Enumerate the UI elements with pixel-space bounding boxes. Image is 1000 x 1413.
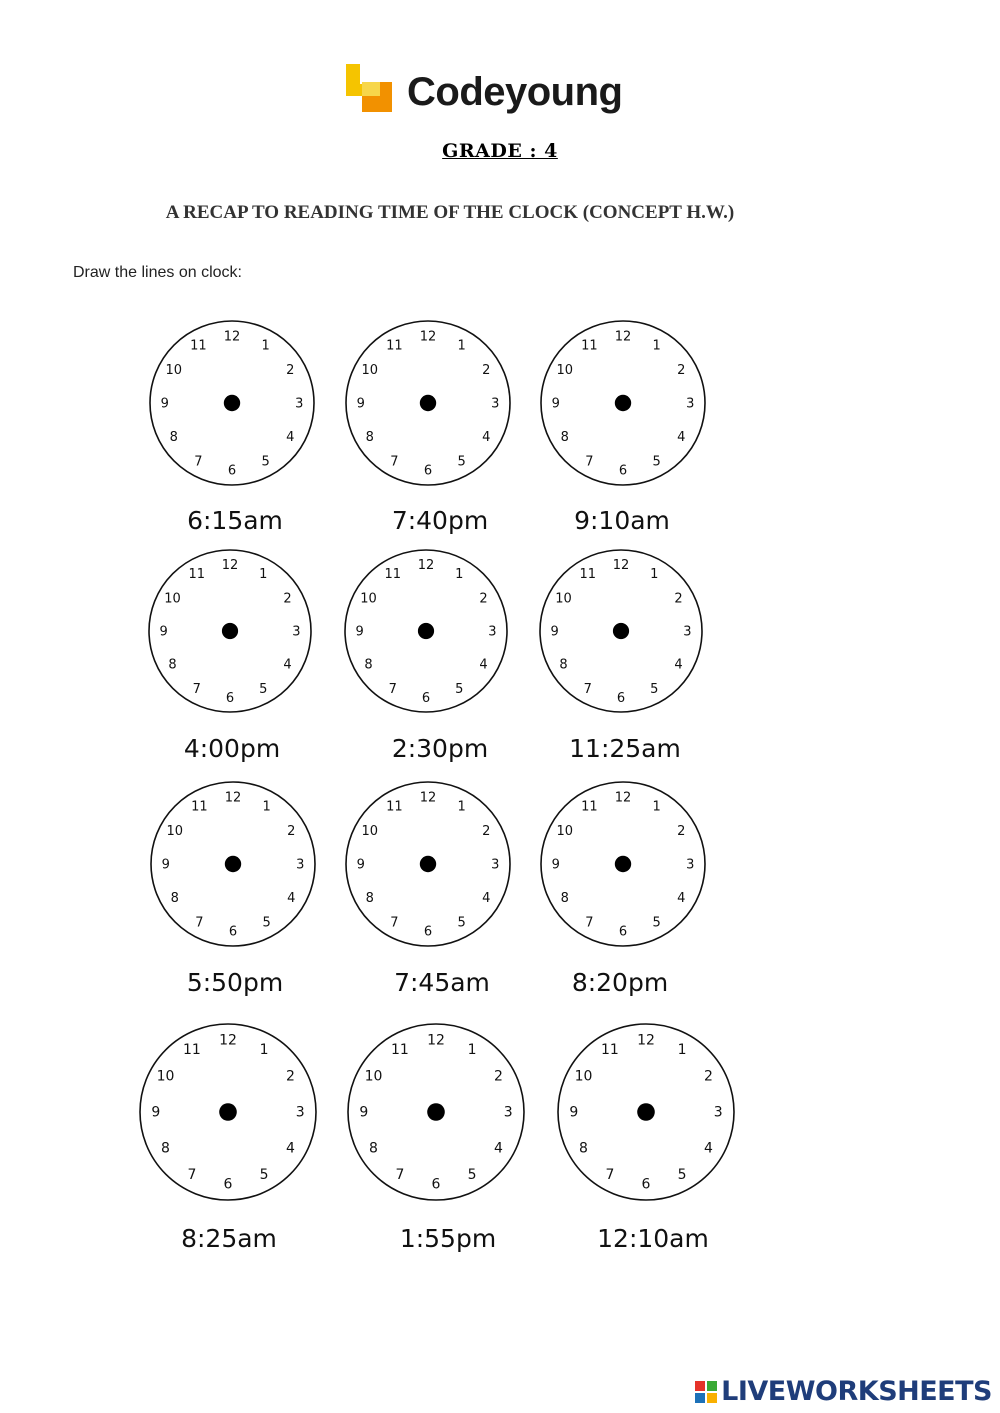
clock-center-dot	[418, 623, 434, 639]
clock-number: 8	[365, 430, 374, 446]
clock-number: 9	[551, 396, 560, 412]
clock-number: 2	[674, 591, 683, 607]
clock-number: 3	[713, 1104, 723, 1121]
clock-number: 12	[419, 329, 437, 345]
liveworksheets-logo-icon	[694, 1380, 718, 1404]
clock-number: 2	[286, 1068, 295, 1085]
clock-number: 4	[677, 891, 686, 907]
clock-number: 8	[170, 891, 179, 907]
clock-number: 5	[259, 1166, 269, 1183]
clock-number: 11	[579, 566, 597, 582]
clock-number: 10	[361, 823, 379, 839]
clock-number: 10	[556, 823, 574, 839]
clock-number: 10	[156, 1068, 175, 1085]
clock-number: 1	[652, 338, 661, 354]
clock-number: 2	[283, 591, 292, 607]
clock-number: 10	[166, 823, 184, 839]
worksheet-title: A RECAP TO READING TIME OF THE CLOCK (CONCEPT H.W.)	[165, 202, 735, 223]
clock-number: 5	[652, 454, 661, 470]
clock-number: 10	[361, 362, 379, 378]
clock-number: 6	[223, 1176, 233, 1193]
clock-center-dot	[615, 856, 631, 872]
clock-number: 9	[161, 857, 170, 873]
clock-face[interactable]	[344, 1020, 528, 1204]
clock-number: 7	[390, 915, 399, 931]
clock-center-dot	[615, 395, 631, 411]
clock-number: 8	[168, 657, 177, 673]
clock-number: 9	[359, 1104, 369, 1121]
clock-number: 9	[355, 624, 364, 640]
clock-time-label: 12:10am	[597, 1224, 709, 1253]
clock-number: 11	[188, 566, 206, 582]
clock-number: 12	[612, 558, 630, 574]
clock-number: 3	[686, 857, 695, 873]
clock-number: 1	[259, 1042, 269, 1059]
clock-number: 7	[585, 454, 594, 470]
clock-number: 5	[457, 915, 466, 931]
clock-number: 10	[164, 591, 181, 607]
clock-number: 3	[686, 396, 695, 412]
clock-number: 2	[482, 362, 491, 378]
liveworksheets-footer	[694, 1376, 992, 1407]
clock-time-label: 1:55pm	[399, 1224, 497, 1253]
clock-number: 1	[259, 566, 268, 582]
clock-number: 11	[581, 338, 598, 354]
clock-number: 11	[190, 338, 207, 354]
clock-time-label: 4:00pm	[183, 734, 281, 763]
clock-number: 7	[585, 915, 594, 931]
clock-number: 9	[569, 1104, 579, 1121]
clock-number: 6	[225, 690, 235, 706]
clock-number: 10	[574, 1068, 593, 1085]
clock-number: 4	[286, 1140, 295, 1157]
clock-number: 2	[287, 823, 296, 839]
clock-number: 9	[356, 857, 365, 873]
clock-number: 3	[488, 624, 497, 640]
clock-number: 5	[259, 682, 268, 698]
clock-number: 1	[457, 338, 466, 354]
clock-number: 12	[219, 1032, 237, 1049]
clock-number: 9	[550, 624, 559, 640]
clock-number: 12	[417, 558, 435, 574]
clock-number: 1	[650, 566, 659, 582]
clock-number: 7	[194, 454, 203, 470]
clock-number: 11	[183, 1042, 201, 1059]
clock-number: 6	[618, 463, 628, 479]
clock-number: 3	[503, 1104, 513, 1121]
clock-number: 2	[677, 823, 686, 839]
clock-face[interactable]	[537, 778, 709, 950]
clock-number: 3	[295, 1104, 305, 1121]
clock-number: 6	[227, 463, 237, 479]
clock-number: 1	[467, 1042, 477, 1059]
clock-face[interactable]	[554, 1020, 738, 1204]
clock-number: 11	[391, 1042, 409, 1059]
clock-number: 4	[704, 1140, 713, 1157]
clock-number: 2	[677, 362, 686, 378]
clock-number: 6	[618, 924, 628, 940]
clock-number: 5	[650, 682, 659, 698]
clock-number: 10	[364, 1068, 383, 1085]
clock-number: 8	[369, 1140, 378, 1157]
clock-number: 5	[677, 1166, 687, 1183]
clock-number: 3	[491, 857, 500, 873]
clock-number: 11	[191, 799, 208, 815]
clock-number: 12	[419, 790, 437, 806]
clock-number: 9	[151, 1104, 161, 1121]
clock-number: 9	[551, 857, 560, 873]
clock-number: 1	[455, 566, 464, 582]
clock-face[interactable]	[536, 546, 706, 716]
clock-number: 5	[261, 454, 270, 470]
clock-number: 12	[224, 790, 242, 806]
clock-number: 4	[674, 657, 683, 673]
clock-center-dot	[225, 856, 241, 872]
clock-time-label: 9:10am	[574, 506, 670, 535]
clock-number: 8	[559, 657, 568, 673]
brand-name: Codeyoung	[407, 70, 623, 114]
clock-number: 9	[160, 396, 169, 412]
clock-number: 5	[467, 1166, 477, 1183]
clock-number: 1	[677, 1042, 687, 1059]
clock-number: 6	[421, 690, 431, 706]
clock-number: 8	[364, 657, 373, 673]
clock-number: 3	[491, 396, 500, 412]
clock-number: 2	[704, 1068, 713, 1085]
clock-time-label: 6:15am	[187, 506, 283, 535]
clock-number: 1	[262, 799, 271, 815]
clock-time-label: 8:25am	[181, 1224, 277, 1253]
clock-number: 4	[482, 891, 491, 907]
clock-number: 11	[386, 799, 403, 815]
clock-number: 2	[479, 591, 488, 607]
clock-number: 7	[192, 682, 201, 698]
clock-number: 7	[195, 915, 204, 931]
clock-number: 8	[560, 430, 569, 446]
clock-number: 10	[360, 591, 377, 607]
clock-time-label: 5:50pm	[186, 968, 284, 997]
clock-number: 5	[652, 915, 661, 931]
clock-face[interactable]	[147, 778, 319, 950]
clock-number: 7	[388, 682, 397, 698]
instruction-text: Draw the lines on clock:	[73, 264, 242, 281]
clock-number: 7	[605, 1166, 615, 1183]
clock-center-dot	[427, 1103, 445, 1121]
clock-number: 10	[555, 591, 572, 607]
clock-center-dot	[613, 623, 629, 639]
clock-time-label: 11:25am	[569, 734, 681, 763]
clock-number: 12	[614, 790, 632, 806]
clock-number: 4	[494, 1140, 503, 1157]
clock-face[interactable]	[146, 317, 318, 489]
clock-center-dot	[219, 1103, 237, 1121]
clock-number: 4	[287, 891, 296, 907]
clock-number: 1	[652, 799, 661, 815]
clock-number: 12	[637, 1032, 655, 1049]
clock-center-dot	[420, 856, 436, 872]
clock-center-dot	[420, 395, 436, 411]
clock-number: 8	[579, 1140, 588, 1157]
clock-number: 11	[386, 338, 403, 354]
clock-face[interactable]	[145, 546, 315, 716]
clock-number: 8	[169, 430, 178, 446]
clock-number: 3	[295, 396, 304, 412]
clock-face[interactable]	[136, 1020, 320, 1204]
clock-number: 9	[159, 624, 168, 640]
grade-heading: GRADE : 4	[442, 140, 558, 162]
clock-number: 3	[683, 624, 692, 640]
clock-number: 11	[601, 1042, 619, 1059]
clock-center-dot	[222, 623, 238, 639]
clock-number: 7	[395, 1166, 405, 1183]
clock-number: 4	[479, 657, 488, 673]
clock-number: 11	[384, 566, 402, 582]
clock-center-dot	[637, 1103, 655, 1121]
clock-number: 6	[641, 1176, 651, 1193]
clock-number: 12	[223, 329, 241, 345]
clock-number: 2	[286, 362, 295, 378]
clock-number: 5	[455, 682, 464, 698]
clock-time-label: 7:40pm	[391, 506, 489, 535]
clock-number: 6	[423, 463, 433, 479]
clock-number: 4	[482, 430, 491, 446]
clock-face[interactable]	[341, 546, 511, 716]
clock-number: 4	[677, 430, 686, 446]
clock-number: 9	[356, 396, 365, 412]
footer-brand: LIVEWORKSHEETS	[721, 1376, 992, 1407]
clock-number: 12	[427, 1032, 445, 1049]
clock-number: 6	[423, 924, 433, 940]
clock-number: 5	[262, 915, 271, 931]
clock-number: 8	[560, 891, 569, 907]
clock-number: 12	[614, 329, 632, 345]
clock-number: 1	[457, 799, 466, 815]
clock-number: 7	[583, 682, 592, 698]
clock-number: 4	[283, 657, 292, 673]
clock-number: 10	[556, 362, 574, 378]
clock-number: 7	[187, 1166, 197, 1183]
clock-number: 8	[365, 891, 374, 907]
clock-number: 6	[228, 924, 238, 940]
clock-number: 10	[165, 362, 183, 378]
clock-time-label: 7:45am	[394, 968, 490, 997]
clock-number: 3	[296, 857, 305, 873]
clock-number: 7	[390, 454, 399, 470]
clock-number: 6	[431, 1176, 441, 1193]
clock-number: 2	[482, 823, 491, 839]
clock-number: 3	[292, 624, 301, 640]
clock-face[interactable]	[537, 317, 709, 489]
clock-number: 6	[616, 690, 626, 706]
clock-number: 5	[457, 454, 466, 470]
clock-number: 12	[221, 558, 239, 574]
clock-face[interactable]	[342, 778, 514, 950]
clock-center-dot	[224, 395, 240, 411]
clock-number: 11	[581, 799, 598, 815]
clock-number: 4	[286, 430, 295, 446]
clock-time-label: 8:20pm	[571, 968, 669, 997]
clock-time-label: 2:30pm	[391, 734, 489, 763]
clock-number: 2	[494, 1068, 503, 1085]
clock-number: 1	[261, 338, 270, 354]
clock-face[interactable]	[342, 317, 514, 489]
clock-number: 8	[161, 1140, 170, 1157]
